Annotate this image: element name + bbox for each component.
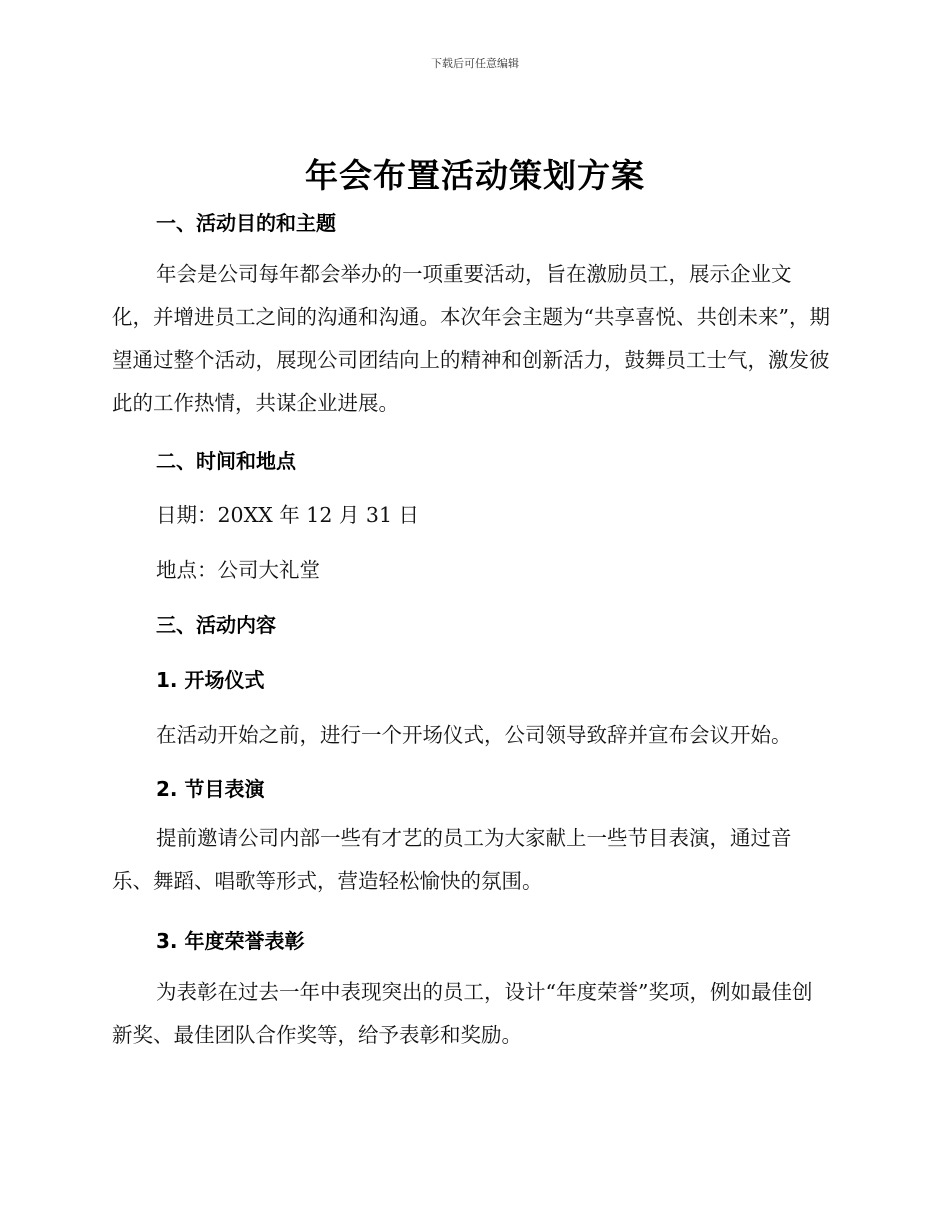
event-date-line: 日期：20XX 年 12 月 31 日 bbox=[156, 503, 420, 527]
section-heading-time-place: 二、时间和地点 bbox=[156, 449, 296, 473]
item-text-awards: 为表彰在过去一年中表现突出的员工，设计“年度荣誉”奖项，例如最佳创新奖、最佳团队合作奖等，给予表彰和奖励。 bbox=[112, 980, 813, 1047]
item-text-performance: 提前邀请公司内部一些有才艺的员工为大家献上一些节目表演，通过音乐、舞蹈、唱歌等形式，营造轻松愉快的氛围。 bbox=[112, 826, 792, 893]
section-heading-purpose: 一、活动目的和主题 bbox=[156, 211, 336, 235]
item-heading-performance: 2. 节目表演 bbox=[156, 777, 265, 801]
document-title: 年会布置活动策划方案 bbox=[305, 156, 645, 195]
item-heading-awards: 3. 年度荣誉表彰 bbox=[156, 929, 305, 953]
paragraph-purpose: 年会是公司每年都会举办的一项重要活动，旨在激励员工，展示企业文化，并增进员工之间的沟通和沟通。本次年会主题为“共享喜悦、共创未来”，期望通过整个活动，展现公司团结向上的精神和创新活力，鼓舞员工士气，激发彼此的工作热情，共谋企业进展。 bbox=[112, 262, 830, 415]
header-note: 下载后可任意编辑 bbox=[431, 57, 519, 70]
section-heading-content: 三、活动内容 bbox=[156, 613, 276, 637]
event-place-line: 地点：公司大礼堂 bbox=[156, 558, 320, 582]
item-text-opening: 在活动开始之前，进行一个开场仪式，公司领导致辞并宣布会议开始。 bbox=[156, 723, 792, 747]
item-heading-opening: 1. 开场仪式 bbox=[156, 668, 265, 692]
